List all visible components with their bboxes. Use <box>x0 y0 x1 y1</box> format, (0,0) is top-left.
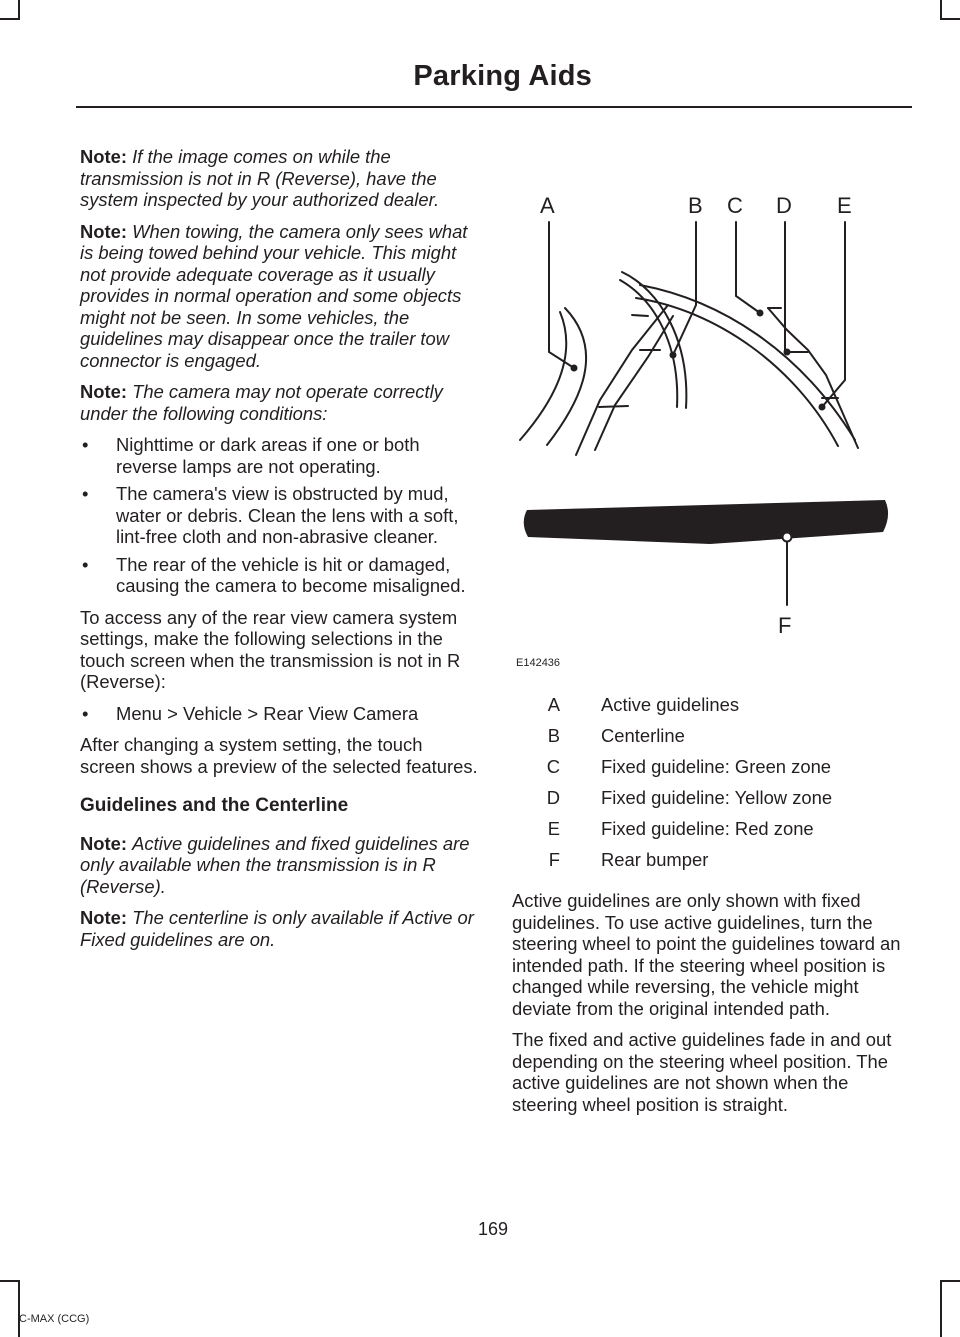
callout-dot-f <box>783 533 792 542</box>
crop-mark <box>18 1280 20 1337</box>
left-column <box>80 146 478 960</box>
legend-row: C Fixed guideline: Green zone <box>546 756 832 777</box>
list-item: • The rear of the vehicle is hit or damaged, causing the camera to become misaligned. <box>80 554 478 597</box>
callout-dot-e <box>819 404 826 411</box>
zone-tick <box>632 315 648 316</box>
fade-paragraph: The fixed and active guidelines fade in and out depending on the steering wheel position. The active guidelines are not shown when the steering wheel position is straight. <box>512 1029 892 1115</box>
crop-mark <box>940 18 960 20</box>
note-conditions: Note: The camera may not operate correctly under the following conditions: <box>80 381 443 424</box>
crop-mark <box>0 1280 20 1282</box>
note-availability: Note: Active guidelines and fixed guidelines are only available when the transmission is in R (Reverse). <box>80 832 470 897</box>
leader-line-e <box>822 222 845 407</box>
list-item: • Menu > Vehicle > Rear View Camera <box>80 703 478 725</box>
crop-mark <box>940 1280 960 1282</box>
active-guideline-right <box>547 308 586 445</box>
crop-mark <box>18 0 20 20</box>
active-guideline-left <box>520 312 566 440</box>
list-item: • Nighttime or dark areas if one or both reverse lamps are not operating. <box>80 434 478 477</box>
zone-tick <box>599 406 628 407</box>
callout-label-d: D <box>776 193 792 218</box>
callout-dot-c <box>757 310 764 317</box>
rear-camera-guidelines-diagram <box>512 178 912 658</box>
menu-path-list <box>80 703 478 725</box>
legend-row: B Centerline <box>547 725 685 746</box>
fixed-guideline-left-inner <box>595 316 673 450</box>
leader-line-c <box>736 222 760 313</box>
active-guidelines-paragraph: Active guidelines are only shown with fixed guidelines. To use active guidelines, turn the steering wheel to point the guidelines toward an intended path. If the steering wheel position is changed while reversing, the vehicle might deviate from the original intended path. <box>512 890 901 1019</box>
crop-mark <box>0 18 20 20</box>
fixed-guideline-left-outer <box>576 305 668 455</box>
crop-mark <box>940 1280 942 1337</box>
footer-model: C-MAX (CCG) <box>19 1313 90 1325</box>
callout-label-f: F <box>778 613 792 638</box>
crop-mark <box>940 0 942 20</box>
note-centerline: Note: The centerline is only available if Active or Fixed guidelines are on. <box>80 907 474 950</box>
note-towing-reverse: Note: If the image comes on while the transmission is not in R (Reverse), have the system inspected by your authorized dealer. <box>80 146 440 210</box>
legend-row: A Active guidelines <box>547 694 740 715</box>
legend-row: E Fixed guideline: Red zone <box>547 818 814 839</box>
conditions-list <box>80 434 478 597</box>
leader-line-a <box>549 222 574 368</box>
legend-row: F Rear bumper <box>548 849 709 870</box>
callout-label-e: E <box>837 193 852 218</box>
note-towing-camera: Note: When towing, the camera only sees what is being towed behind your vehicle. This might not provide adequate coverage as it usually provides in normal operation and some objects might not be seen. In some vehicles, the guidelines may disappear once the trailer tow connector is engaged. <box>80 220 468 371</box>
header-divider <box>76 106 912 108</box>
callout-dot-a <box>571 365 578 372</box>
figure-legend <box>536 694 906 880</box>
after-paragraph: After changing a system setting, the touch screen shows a preview of the selected features. <box>80 734 478 777</box>
callout-dot-b <box>670 352 677 359</box>
fixed-guideline-right-inner <box>636 298 838 446</box>
access-paragraph: To access any of the rear view camera system settings, make the following selections in the touch screen when the transmission is not in R (Reverse): <box>80 606 461 692</box>
figure-id: E142436 <box>516 657 561 669</box>
callout-dot-d <box>784 349 791 356</box>
right-column <box>512 890 908 1125</box>
callout-label-c: C <box>727 193 743 218</box>
legend-row: D Fixed guideline: Yellow zone <box>546 787 833 808</box>
page-number: 169 <box>477 1219 509 1239</box>
centerline-inner <box>620 280 677 407</box>
callout-label-a: A <box>540 193 555 218</box>
page-title: Parking Aids <box>413 60 592 92</box>
list-item: • The camera's view is obstructed by mud, water or debris. Clean the lens with a soft, lint-free cloth and non-abrasive cleaner. <box>80 483 478 548</box>
section-heading: Guidelines and the Centerline <box>80 795 349 816</box>
callout-label-b: B <box>688 193 703 218</box>
fixed-guideline-right-outer <box>640 285 855 440</box>
rear-bumper-shape <box>524 500 888 544</box>
